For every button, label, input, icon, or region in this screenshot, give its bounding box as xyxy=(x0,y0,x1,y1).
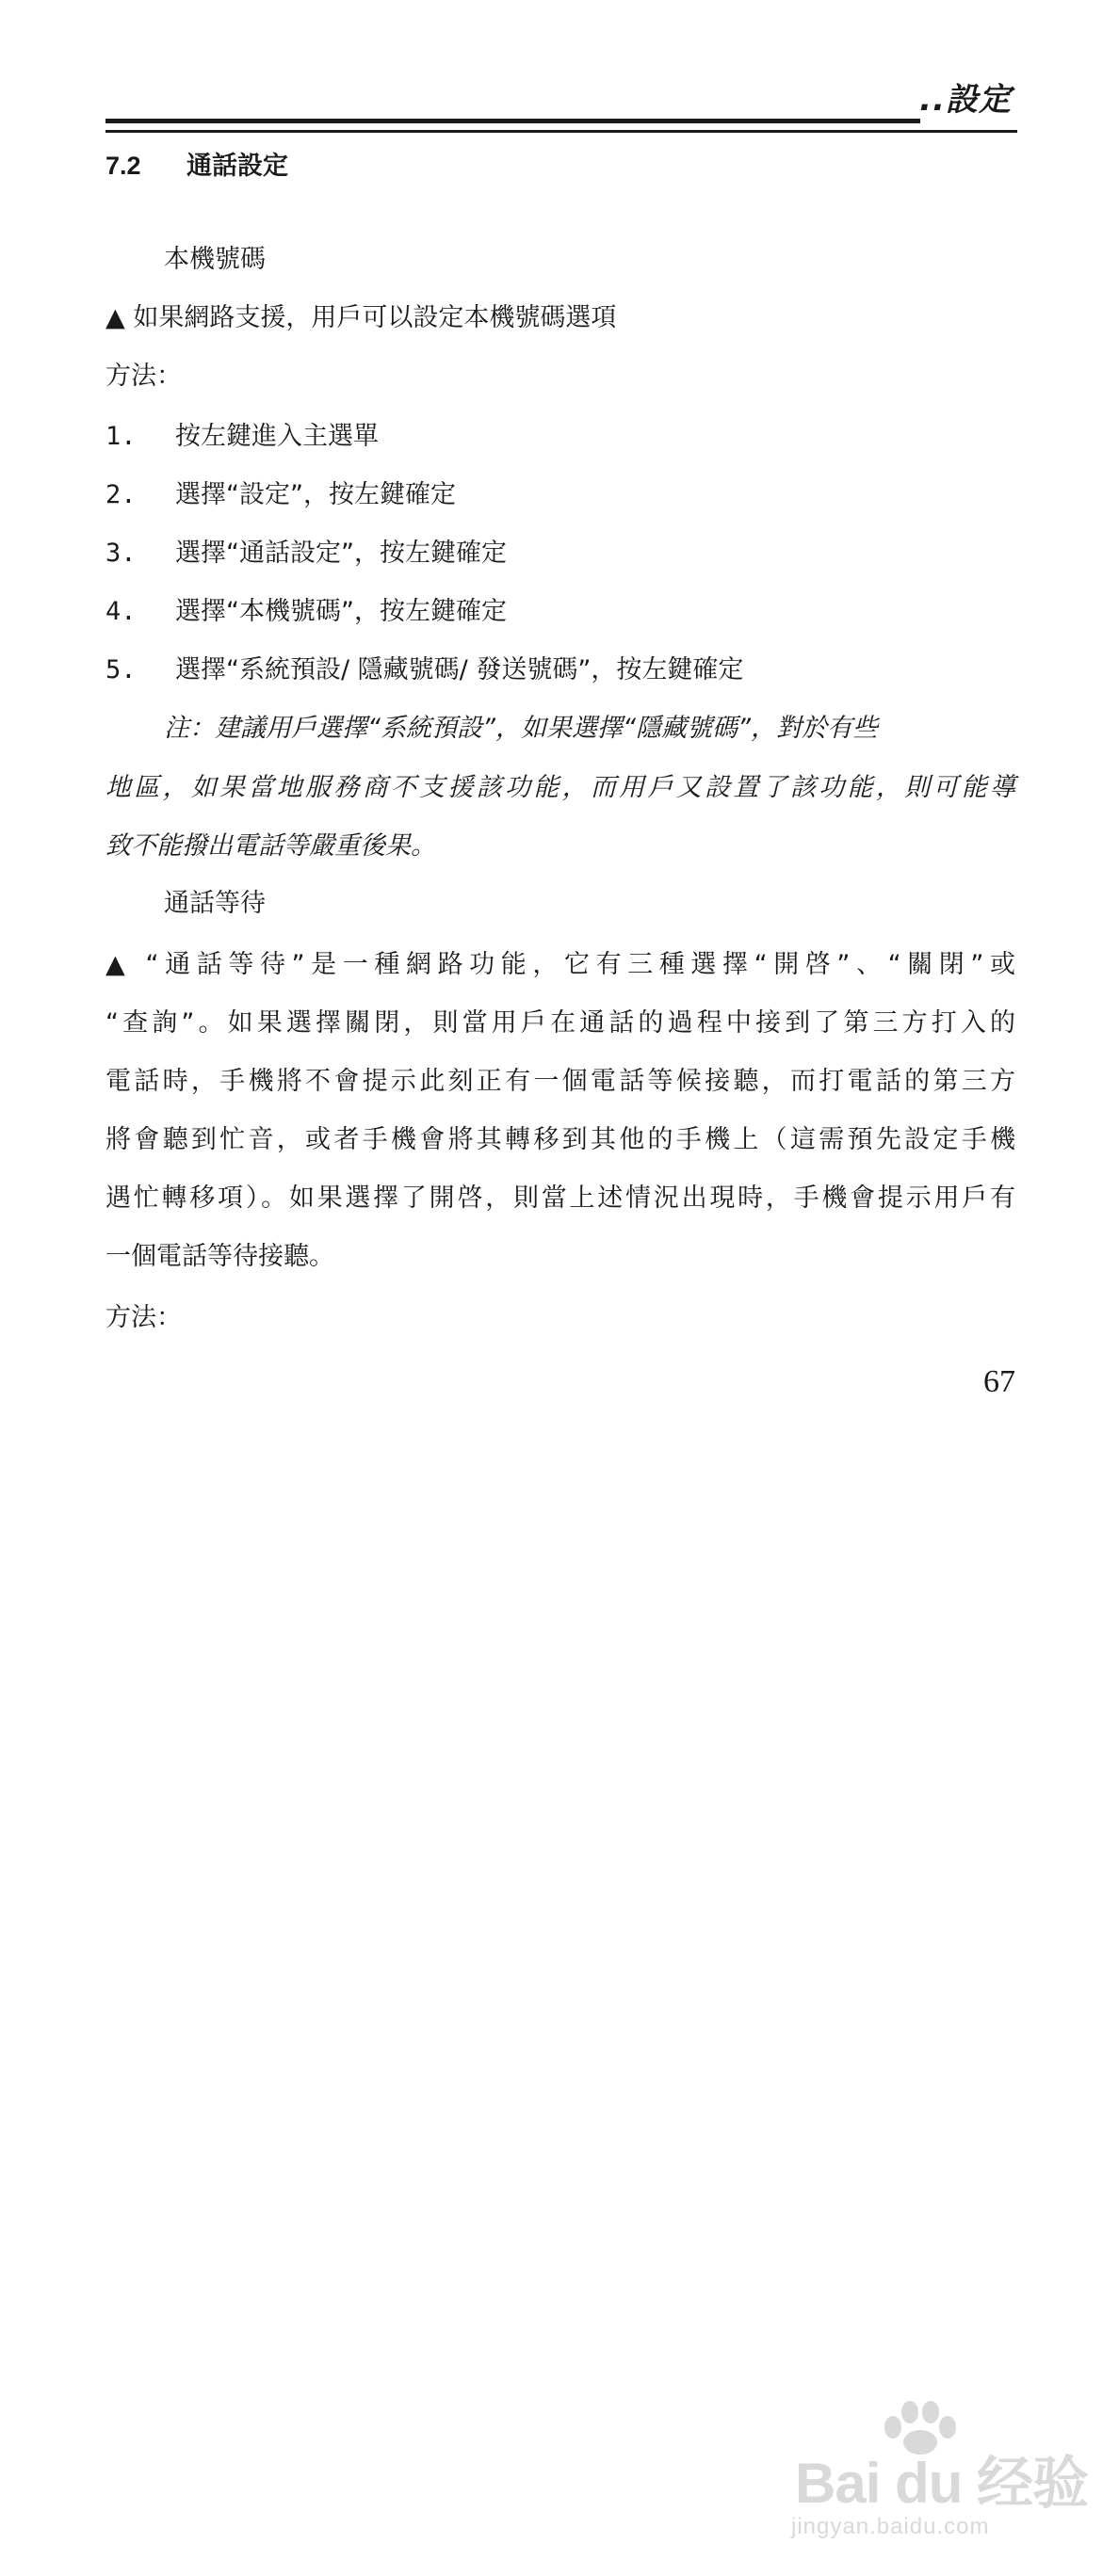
note-line: 地區，如果當地服務商不支援該功能，而用戶又設置了該功能，則可能導 xyxy=(105,773,1015,802)
running-header xyxy=(105,81,1017,119)
step-text: 選擇“設定”，按左鍵確定 xyxy=(175,480,456,509)
step-text: 選擇“通話設定”，按左鍵確定 xyxy=(175,539,507,568)
section-heading xyxy=(105,149,288,184)
step-number: 5. xyxy=(105,655,137,684)
paragraph-line: 遇忙轉移項）。如果選擇了開啓，則當上述情況出現時，手機會提示用戶有 xyxy=(105,1183,1015,1213)
step-number: 2. xyxy=(105,480,137,509)
section-title: 通話設定 xyxy=(186,152,288,181)
paragraph-line: ▲ “通話等待”是一種網路功能，它有三種選擇“開啓”、“關閉”或 xyxy=(105,950,1015,979)
step-item xyxy=(105,478,456,512)
paragraph-line: 一個電話等待接聽。 xyxy=(105,1242,334,1271)
call-waiting-subtitle: 通話等待 xyxy=(164,889,266,918)
step-text: 選擇“本機號碼”，按左鍵確定 xyxy=(175,597,507,626)
step-number: 4. xyxy=(105,597,137,626)
paragraph-line: 電話時，手機將不會提示此刻正有一個電話等候接聽，而打電話的第三方 xyxy=(105,1067,1015,1096)
baidu-jingyan-watermark xyxy=(789,2399,1089,2540)
step-item xyxy=(105,537,507,571)
own-number-subtitle: 本機號碼 xyxy=(164,245,266,274)
watermark-brand: Bai du 经验 xyxy=(795,2452,1089,2515)
own-number-method-label: 方法： xyxy=(105,362,182,391)
step-item xyxy=(105,420,379,454)
step-text: 按左鍵進入主選單 xyxy=(175,422,379,451)
section-number: 7.2 xyxy=(105,152,141,180)
own-number-bullet: ▲ 如果網路支援，用戶可以設定本機號碼選項 xyxy=(105,303,617,332)
header-rule-thin xyxy=(105,130,1017,133)
page-number: 67 xyxy=(983,1364,1015,1399)
step-number: 1. xyxy=(105,422,137,451)
step-text: 選擇“系統預設/ 隱藏號碼/ 發送號碼”，按左鍵確定 xyxy=(175,655,744,684)
running-header-title: ..設定 xyxy=(919,81,1012,119)
watermark-url: jingyan.baidu.com xyxy=(791,2514,990,2539)
call-waiting-method-label: 方法： xyxy=(105,1303,182,1332)
note-line: 致不能撥出電話等嚴重後果。 xyxy=(105,831,436,861)
paragraph-line: 將會聽到忙音，或者手機會將其轉移到其他的手機上（這需預先設定手機 xyxy=(105,1125,1015,1154)
step-number: 3. xyxy=(105,539,137,568)
note-line: 注：建議用戶選擇“系統預設”，如果選擇“隱藏號碼”，對於有些 xyxy=(164,714,878,743)
step-item xyxy=(105,595,507,629)
step-item xyxy=(105,653,743,687)
paragraph-line: “查詢”。如果選擇關閉，則當用戶在通話的過程中接到了第三方打入的 xyxy=(105,1008,1015,1038)
header-rule-thick xyxy=(105,119,920,123)
